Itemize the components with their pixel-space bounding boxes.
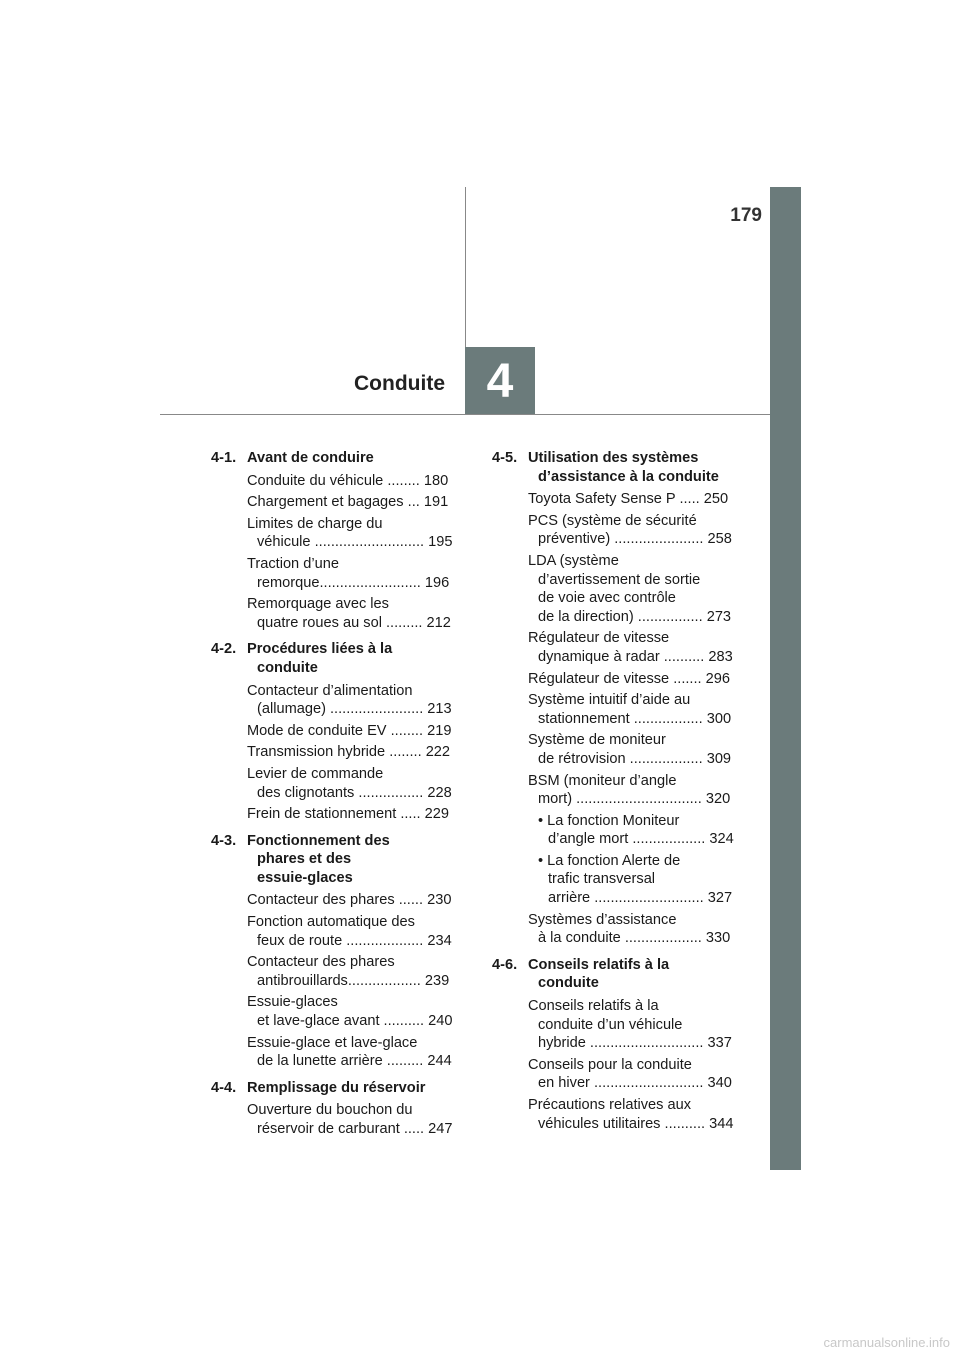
section-number: 4-1. — [211, 450, 237, 466]
toc-entry-label: Contacteur des phares ...... 230 — [247, 892, 452, 909]
toc-section — [211, 640, 461, 677]
toc-entry[interactable] — [528, 911, 742, 948]
toc-entry[interactable] — [528, 512, 742, 549]
vertical-divider — [465, 187, 466, 347]
chapter-number-box — [465, 347, 535, 415]
chapter-number: 4 — [486, 354, 514, 408]
section-number: 4-6. — [492, 956, 518, 973]
toc-entry-label: Contacteur d’alimentation (allumage) ....................... 213 — [247, 682, 452, 718]
toc-entry[interactable] — [247, 472, 461, 491]
toc-entry-label: Levier de commande des clignotants ................ 228 — [247, 765, 452, 801]
toc-entry[interactable] — [528, 1056, 742, 1093]
toc-section — [492, 449, 742, 486]
toc-entry-label: Précautions relatives aux véhicules utilitaires .......... 344 — [528, 1097, 734, 1132]
toc-entry-label: Frein de stationnement ..... 229 — [247, 806, 449, 823]
toc-entry-label: Conseils relatifs à la conduite d’un véhicule hybride ............................ 337 — [528, 998, 732, 1052]
section-title: Procédures liées à la conduite — [247, 641, 393, 676]
toc-entry[interactable] — [247, 515, 461, 552]
toc-entry-label: Fonction automatique des feux de route ................... 234 — [247, 914, 452, 949]
toc-section — [211, 1079, 461, 1098]
toc-entry[interactable] — [247, 1034, 461, 1071]
toc-entry-label: Régulateur de vitesse ....... 296 — [528, 670, 730, 687]
toc-entry-label: Système de moniteur de rétrovision .................. 309 — [528, 732, 732, 767]
page-number: 179 — [730, 205, 762, 226]
toc-entry[interactable] — [247, 555, 461, 592]
toc-section — [211, 449, 461, 468]
toc-entry[interactable] — [247, 891, 461, 910]
toc-entry[interactable] — [247, 913, 461, 950]
toc-entry-label: • La fonction Moniteur d’angle mort .................. 324 — [538, 812, 734, 848]
toc-entry-label: Conseils pour la conduite en hiver ........................... 340 — [528, 1056, 732, 1092]
chapter-side-tab — [770, 187, 801, 1170]
toc-entry[interactable] — [247, 743, 461, 762]
section-title: Avant de conduire — [247, 450, 374, 466]
section-number: 4-2. — [211, 641, 237, 658]
toc-entry-label: Chargement et bagages ... 191 — [247, 494, 449, 511]
section-title: Utilisation des systèmes d’assistance à la conduite — [528, 450, 719, 485]
section-number: 4-4. — [211, 1079, 237, 1096]
toc-entry-label: PCS (système de sécurité préventive) ...................... 258 — [528, 512, 732, 548]
toc-entry-label: Mode de conduite EV ........ 219 — [247, 722, 452, 739]
toc-entry[interactable] — [528, 629, 742, 666]
toc-entry-label: Conduite du véhicule ........ 180 — [247, 472, 449, 489]
toc-entry[interactable] — [247, 682, 461, 719]
toc-entry-label: • La fonction Alerte de trafic transversal arrière ........................... 327 — [538, 852, 733, 907]
toc-entry-label: BSM (moniteur d’angle mort) ............................... 320 — [528, 772, 731, 808]
toc-entry[interactable] — [528, 731, 742, 768]
toc-entry[interactable] — [247, 953, 461, 990]
toc-entry[interactable] — [528, 852, 742, 908]
toc-entry[interactable] — [528, 812, 742, 849]
toc-entry-label: Traction d’une remorque......................... 196 — [247, 555, 450, 591]
toc-entry[interactable] — [528, 670, 742, 689]
toc-entry[interactable] — [247, 722, 461, 741]
toc-entry-label: Limites de charge du véhicule ........................... 195 — [247, 515, 453, 551]
toc-entry-label: Contacteur des phares antibrouillards.................. 239 — [247, 954, 450, 989]
section-title: Conseils relatifs à la conduite — [528, 956, 670, 992]
toc-entry[interactable] — [247, 493, 461, 512]
toc-entry-label: LDA (système d’avertissement de sortie de voie avec contrôle de la direction) ................ 273 — [528, 552, 732, 625]
toc-entry[interactable] — [528, 1096, 742, 1133]
toc-section — [211, 832, 461, 888]
toc-entry[interactable] — [528, 490, 742, 509]
toc-entry-label: Toyota Safety Sense P ..... 250 — [528, 491, 729, 508]
toc-entry-label: Régulateur de vitesse dynamique à radar .......... 283 — [528, 630, 733, 665]
toc-entry[interactable] — [528, 552, 742, 626]
section-title: Remplissage du réservoir — [247, 1079, 426, 1096]
toc-entry[interactable] — [247, 1101, 461, 1138]
chapter-title: Conduite — [354, 372, 445, 395]
toc-entry-label: Essuie-glaces et lave-glace avant .......... 240 — [247, 994, 453, 1030]
section-title: Fonctionnement des phares et des essuie-glaces — [247, 832, 390, 886]
toc-entry-label: Système intuitif d’aide au stationnement ................. 300 — [528, 692, 732, 727]
toc-entry-label: Systèmes d’assistance à la conduite ................... 330 — [528, 911, 731, 947]
toc-left-column — [211, 449, 461, 1147]
toc-entry[interactable] — [247, 805, 461, 824]
watermark: carmanualsonline.info — [823, 1335, 950, 1350]
toc-right-column — [492, 449, 742, 1141]
toc-entry-label: Essuie-glace et lave-glace de la lunette arrière ......... 244 — [247, 1034, 452, 1070]
section-number: 4-5. — [492, 450, 518, 466]
horizontal-divider — [160, 414, 770, 415]
toc-entry[interactable] — [247, 993, 461, 1030]
toc-entry-label: Transmission hybride ........ 222 — [247, 744, 451, 761]
toc-entry[interactable] — [528, 772, 742, 809]
toc-entry[interactable] — [247, 595, 461, 632]
toc-section — [492, 956, 742, 993]
toc-entry[interactable] — [528, 691, 742, 728]
section-number: 4-3. — [211, 832, 237, 849]
toc-entry[interactable] — [247, 765, 461, 802]
toc-entry-label: Ouverture du bouchon du réservoir de carburant ..... 247 — [247, 1102, 453, 1137]
toc-entry[interactable] — [528, 997, 742, 1053]
toc-entry-label: Remorquage avec les quatre roues au sol ......... 212 — [247, 596, 451, 631]
